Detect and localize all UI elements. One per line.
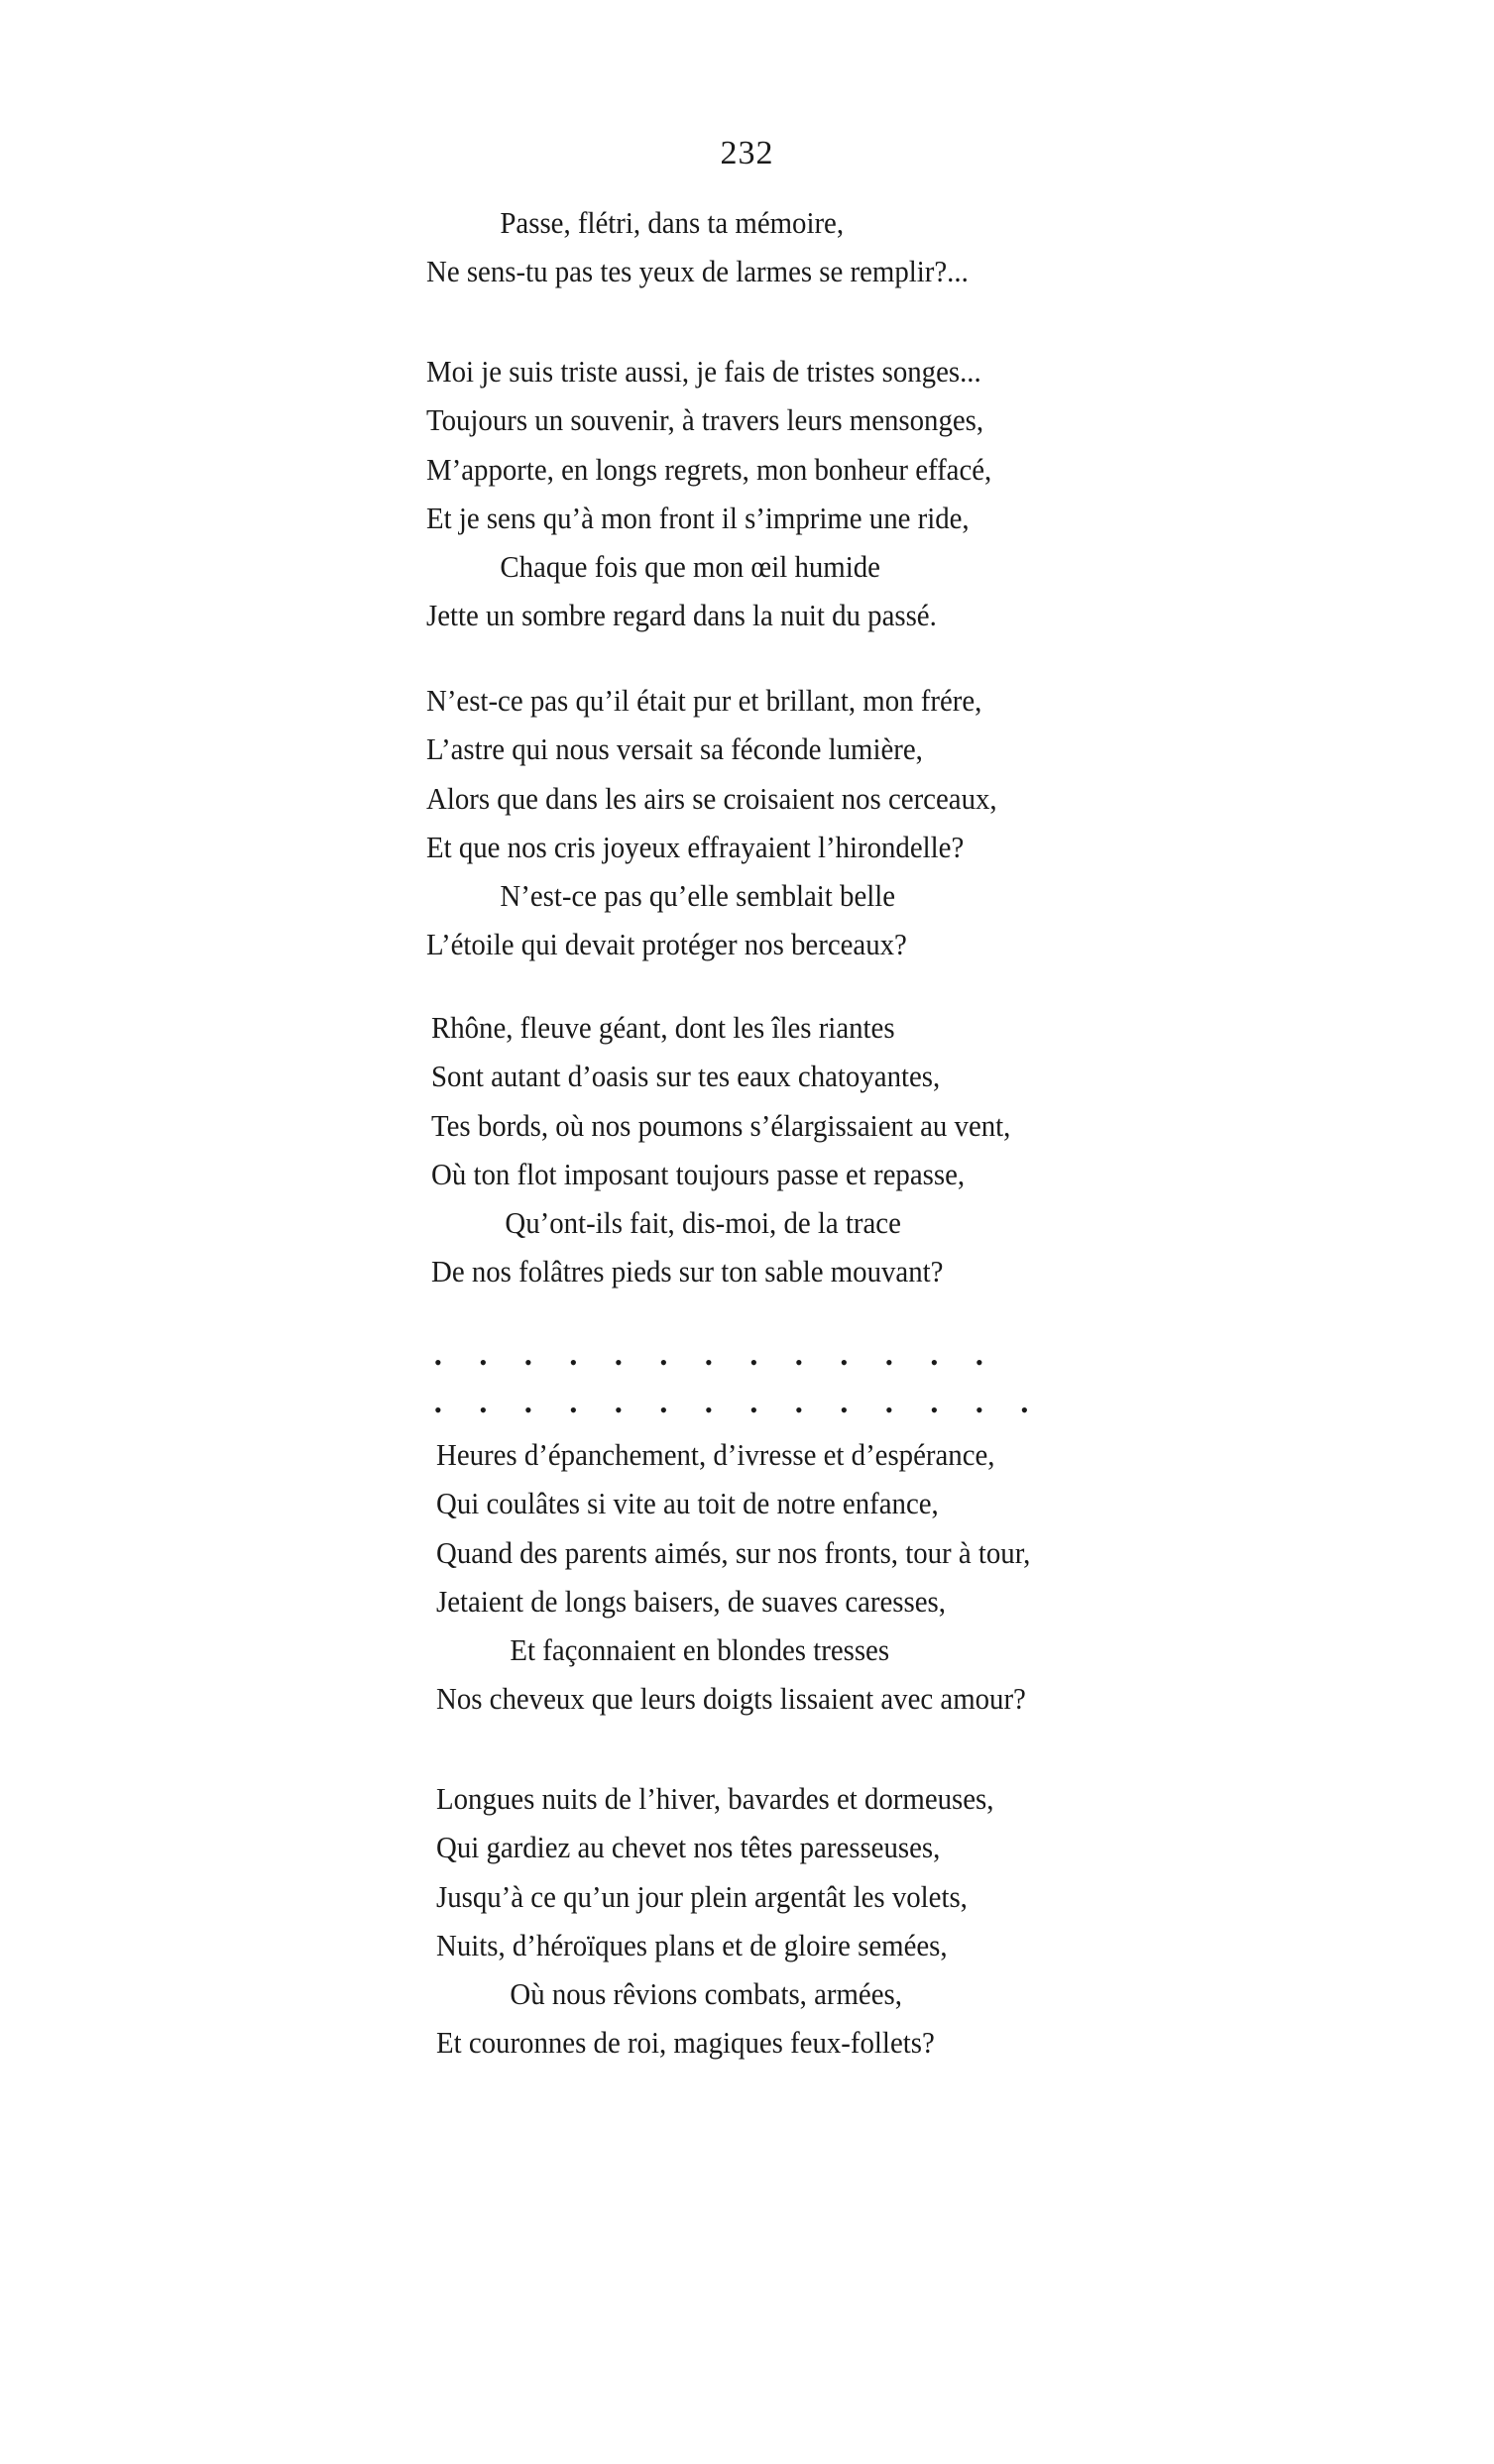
verse-line: Nos cheveux que leurs doigts lissaient avec amour? <box>436 1681 1026 1717</box>
ellipsis-dot: • <box>885 1398 893 1422</box>
ellipsis-dot: • <box>976 1398 983 1422</box>
ellipsis-dot: • <box>659 1350 668 1375</box>
ellipsis-row-2 <box>434 1398 1066 1423</box>
verse-line: L’astre qui nous versait sa féconde lumière, <box>426 731 923 767</box>
verse-line: Longues nuits de l’hiver, bavardes et dormeuses, <box>436 1781 994 1816</box>
stanza-6 <box>436 1774 1036 2068</box>
verse-line: Qui coulâtes si vite au toit de notre enfance, <box>436 1486 939 1521</box>
ellipsis-dot: • <box>569 1350 578 1375</box>
ellipsis-dot: • <box>615 1398 623 1422</box>
verse-line: Qu’ont-ils fait, dis-moi, de la trace <box>505 1205 901 1241</box>
page-number: 232 <box>720 135 774 171</box>
ellipsis-dot: • <box>795 1398 803 1422</box>
ellipsis-dot: • <box>479 1350 488 1375</box>
verse-line: Rhône, fleuve géant, dont les îles riantes <box>431 1010 895 1045</box>
verse-line: Chaque fois que mon œil humide <box>500 549 880 585</box>
verse-line: Et que nos cris joyeux effrayaient l’hirondelle? <box>426 829 965 864</box>
verse-line: Jette un sombre regard dans la nuit du passé. <box>426 598 937 633</box>
verse-line: Heures d’épanchement, d’ivresse et d’espérance, <box>436 1437 995 1472</box>
verse-line: Jusqu’à ce qu’un jour plein argentât les volets, <box>436 1878 968 1914</box>
ellipsis-dot: • <box>434 1398 442 1422</box>
verse-line: Quand des parents aimés, sur nos fronts, tour à tour, <box>436 1534 1031 1570</box>
verse-line: Où ton flot imposant toujours passe et repasse, <box>431 1156 966 1191</box>
verse-line: Où nous rêvions combats, armées, <box>510 1976 902 2012</box>
ellipsis-dot: • <box>840 1398 849 1422</box>
verse-line: Passe, flétri, dans ta mémoire, <box>500 205 845 240</box>
ellipsis-dot: • <box>434 1350 442 1375</box>
ellipsis-dot: • <box>795 1350 803 1375</box>
ellipsis-dot: • <box>524 1350 532 1375</box>
ellipsis-dot: • <box>930 1398 939 1422</box>
verse-line: Sont autant d’oasis sur tes eaux chatoyantes, <box>431 1059 941 1094</box>
verse-line: Alors que dans les airs se croisaient nos cerceaux, <box>426 780 997 816</box>
ellipsis-row-1 <box>434 1350 1021 1376</box>
verse-line: Jetaient de longs baisers, de suaves caresses, <box>436 1583 946 1619</box>
ellipsis-dot: • <box>1020 1398 1029 1422</box>
ellipsis-dot: • <box>524 1398 532 1422</box>
stanza-1 <box>426 198 1009 296</box>
verse-line: N’est-ce pas qu’elle semblait belle <box>500 878 896 914</box>
verse-line: Nuits, d’héroïques plans et de gloire semées, <box>436 1927 948 1962</box>
verse-line: Moi je suis triste aussi, je fais de tristes songes... <box>426 354 981 389</box>
ellipsis-dot: • <box>840 1350 849 1375</box>
verse-line: Qui gardiez au chevet nos têtes paresseuses, <box>436 1830 941 1865</box>
verse-line: M’apporte, en longs regrets, mon bonheur effacé, <box>426 451 992 487</box>
ellipsis-dot: • <box>705 1398 713 1422</box>
ellipsis-dot: • <box>749 1350 758 1375</box>
verse-line: L’étoile qui devait protéger nos berceaux? <box>426 927 907 962</box>
stanza-4 <box>431 1003 1054 1296</box>
ellipsis-dot: • <box>749 1398 758 1422</box>
stanza-2 <box>426 347 1034 640</box>
ellipsis-dot: • <box>479 1398 488 1422</box>
verse-line: Et couronnes de roi, magiques feux-follets? <box>436 2025 935 2061</box>
verse-line: Et façonnaient en blondes tresses <box>510 1632 890 1668</box>
ellipsis-dot: • <box>569 1398 578 1422</box>
verse-line: N’est-ce pas qu’il était pur et brillant, mon frére, <box>426 683 982 718</box>
ellipsis-dot: • <box>885 1350 893 1375</box>
verse-line: De nos folâtres pieds sur ton sable mouvant? <box>431 1254 944 1289</box>
verse-line: Toujours un souvenir, à travers leurs mensonges, <box>426 402 984 438</box>
stanza-5 <box>436 1430 1075 1724</box>
ellipsis-dot: • <box>615 1350 623 1375</box>
stanza-3 <box>426 676 1040 969</box>
verse-line: Ne sens-tu pas tes yeux de larmes se remplir?... <box>426 254 969 289</box>
verse-line: Et je sens qu’à mon front il s’imprime une ride, <box>426 500 970 535</box>
ellipsis-dot: • <box>976 1350 983 1375</box>
ellipsis-dot: • <box>930 1350 939 1375</box>
ellipsis-dot: • <box>705 1350 713 1375</box>
verse-line: Tes bords, où nos poumons s’élargissaient au vent, <box>431 1107 1011 1143</box>
ellipsis-dot: • <box>659 1398 668 1422</box>
